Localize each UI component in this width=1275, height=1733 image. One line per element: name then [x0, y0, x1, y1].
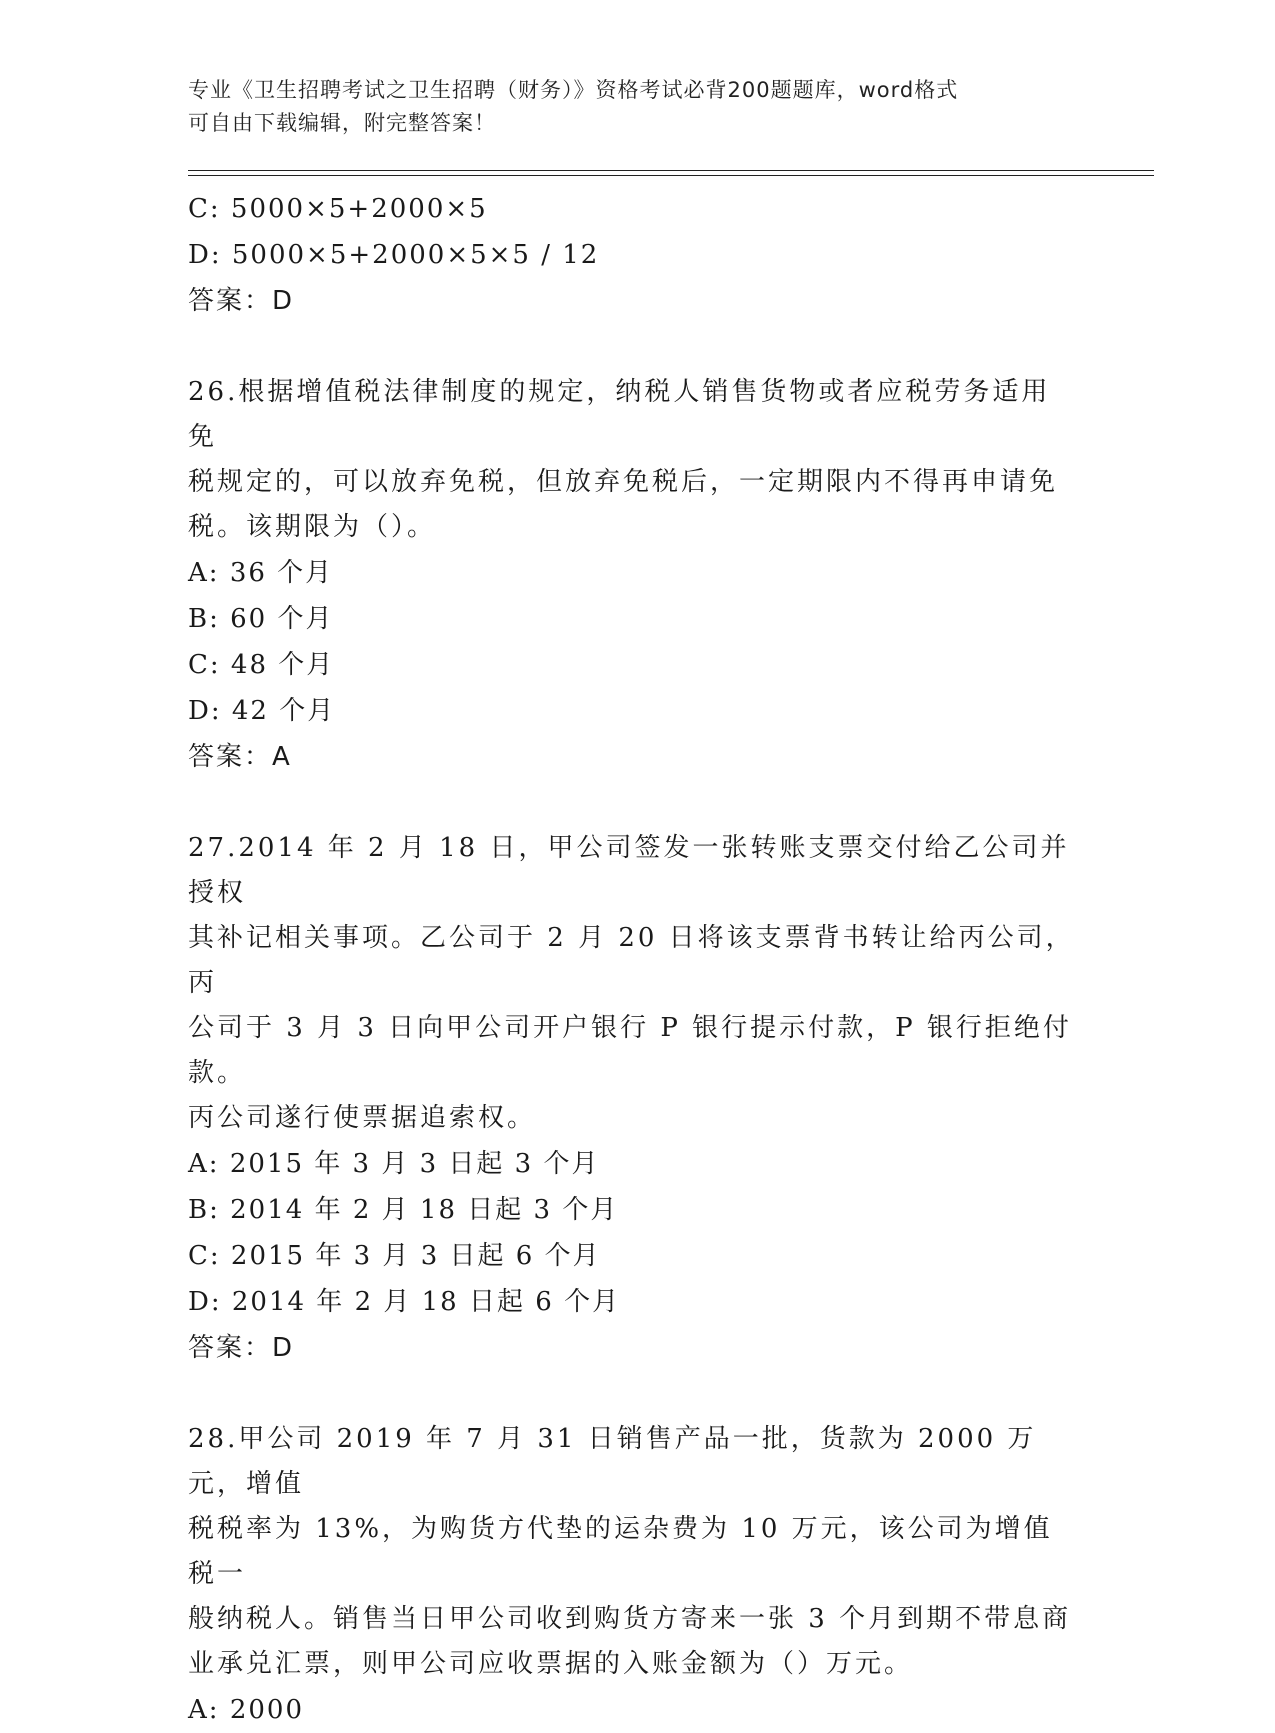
header-title-line2: 可自由下载编辑，附完整答案！ [188, 111, 496, 135]
option-a [188, 1687, 1088, 1733]
question-text [188, 826, 1078, 1141]
question-line: 其补记相关事项。乙公司于 2 月 20 日将该支票背书转让给丙公司，丙 [188, 923, 1075, 998]
option-letter: B: [188, 1195, 220, 1225]
question-line: 26.根据增值税法律制度的规定，纳税人销售货物或者应税劳务适用免 [188, 377, 1051, 452]
question-line: 般纳税人。销售当日甲公司收到购货方寄来一张 3 个月到期不带息商 [188, 1604, 1072, 1634]
option-a [188, 1141, 1088, 1187]
option-c [188, 186, 1088, 232]
prev-question [188, 186, 1088, 324]
option-letter: C: [188, 194, 221, 224]
option-letter: C: [188, 1241, 221, 1271]
answer-line: 答案：D [188, 1333, 295, 1363]
header-divider-top [188, 170, 1154, 171]
question-line: 丙公司遂行使票据追索权。 [188, 1103, 537, 1133]
question-28 [188, 1417, 1088, 1733]
question-content [188, 186, 1088, 1733]
option-d [188, 232, 1088, 278]
question-line: 业承兑汇票，则甲公司应收票据的入账金额为（）万元。 [188, 1649, 914, 1679]
page-header [188, 74, 1088, 140]
header-divider-bottom [188, 175, 1154, 176]
option-text: 5000×5+2000×5 [230, 194, 488, 224]
option-text: 2000 [229, 1695, 304, 1725]
option-b [188, 1187, 1088, 1233]
question-text [188, 1417, 1078, 1687]
option-text: 2014 年 2 月 18 日起 3 个月 [230, 1195, 619, 1225]
option-letter: A: [188, 1695, 220, 1725]
option-b [188, 596, 1088, 642]
option-d [188, 1279, 1088, 1325]
question-line: 公司于 3 月 3 日向甲公司开户银行 P 银行提示付款，P 银行拒绝付款。 [188, 1013, 1072, 1088]
question-line: 税规定的，可以放弃免税，但放弃免税后，一定期限内不得再申请免 [188, 467, 1059, 497]
question-line: 28.甲公司 2019 年 7 月 31 日销售产品一批，货款为 2000 万元，增值 [188, 1424, 1037, 1499]
option-letter: A: [188, 558, 220, 588]
option-text: 2015 年 3 月 3 日起 3 个月 [229, 1149, 600, 1179]
option-c [188, 642, 1088, 688]
option-text: 60 个月 [230, 604, 334, 634]
option-letter: D: [188, 696, 222, 726]
question-text [188, 370, 1078, 550]
answer-line: 答案：A [188, 742, 292, 772]
option-c [188, 1233, 1088, 1279]
option-letter: D: [188, 240, 222, 270]
option-letter: C: [188, 650, 221, 680]
question-26 [188, 370, 1088, 780]
header-title-line1: 专业《卫生招聘考试之卫生招聘（财务）》资格考试必背200题题库，word格式 [188, 78, 959, 102]
option-letter: B: [188, 604, 220, 634]
option-d [188, 688, 1088, 734]
question-27 [188, 826, 1088, 1371]
question-line: 税。该期限为（）。 [188, 512, 437, 542]
option-text: 42 个月 [231, 696, 336, 726]
option-text: 2014 年 2 月 18 日起 6 个月 [231, 1287, 621, 1317]
answer-line: 答案：D [188, 286, 295, 316]
option-letter: A: [188, 1149, 220, 1179]
option-text: 2015 年 3 月 3 日起 6 个月 [230, 1241, 601, 1271]
option-a [188, 550, 1088, 596]
question-line: 27.2014 年 2 月 18 日，甲公司签发一张转账支票交付给乙公司并授权 [188, 833, 1070, 908]
option-letter: D: [188, 1287, 222, 1317]
option-text: 48 个月 [230, 650, 335, 680]
question-line: 税税率为 13%，为购货方代垫的运杂费为 10 万元，该公司为增值税一 [188, 1514, 1053, 1589]
option-text: 36 个月 [229, 558, 334, 588]
option-text: 5000×5+2000×5×5 / 12 [231, 240, 600, 270]
